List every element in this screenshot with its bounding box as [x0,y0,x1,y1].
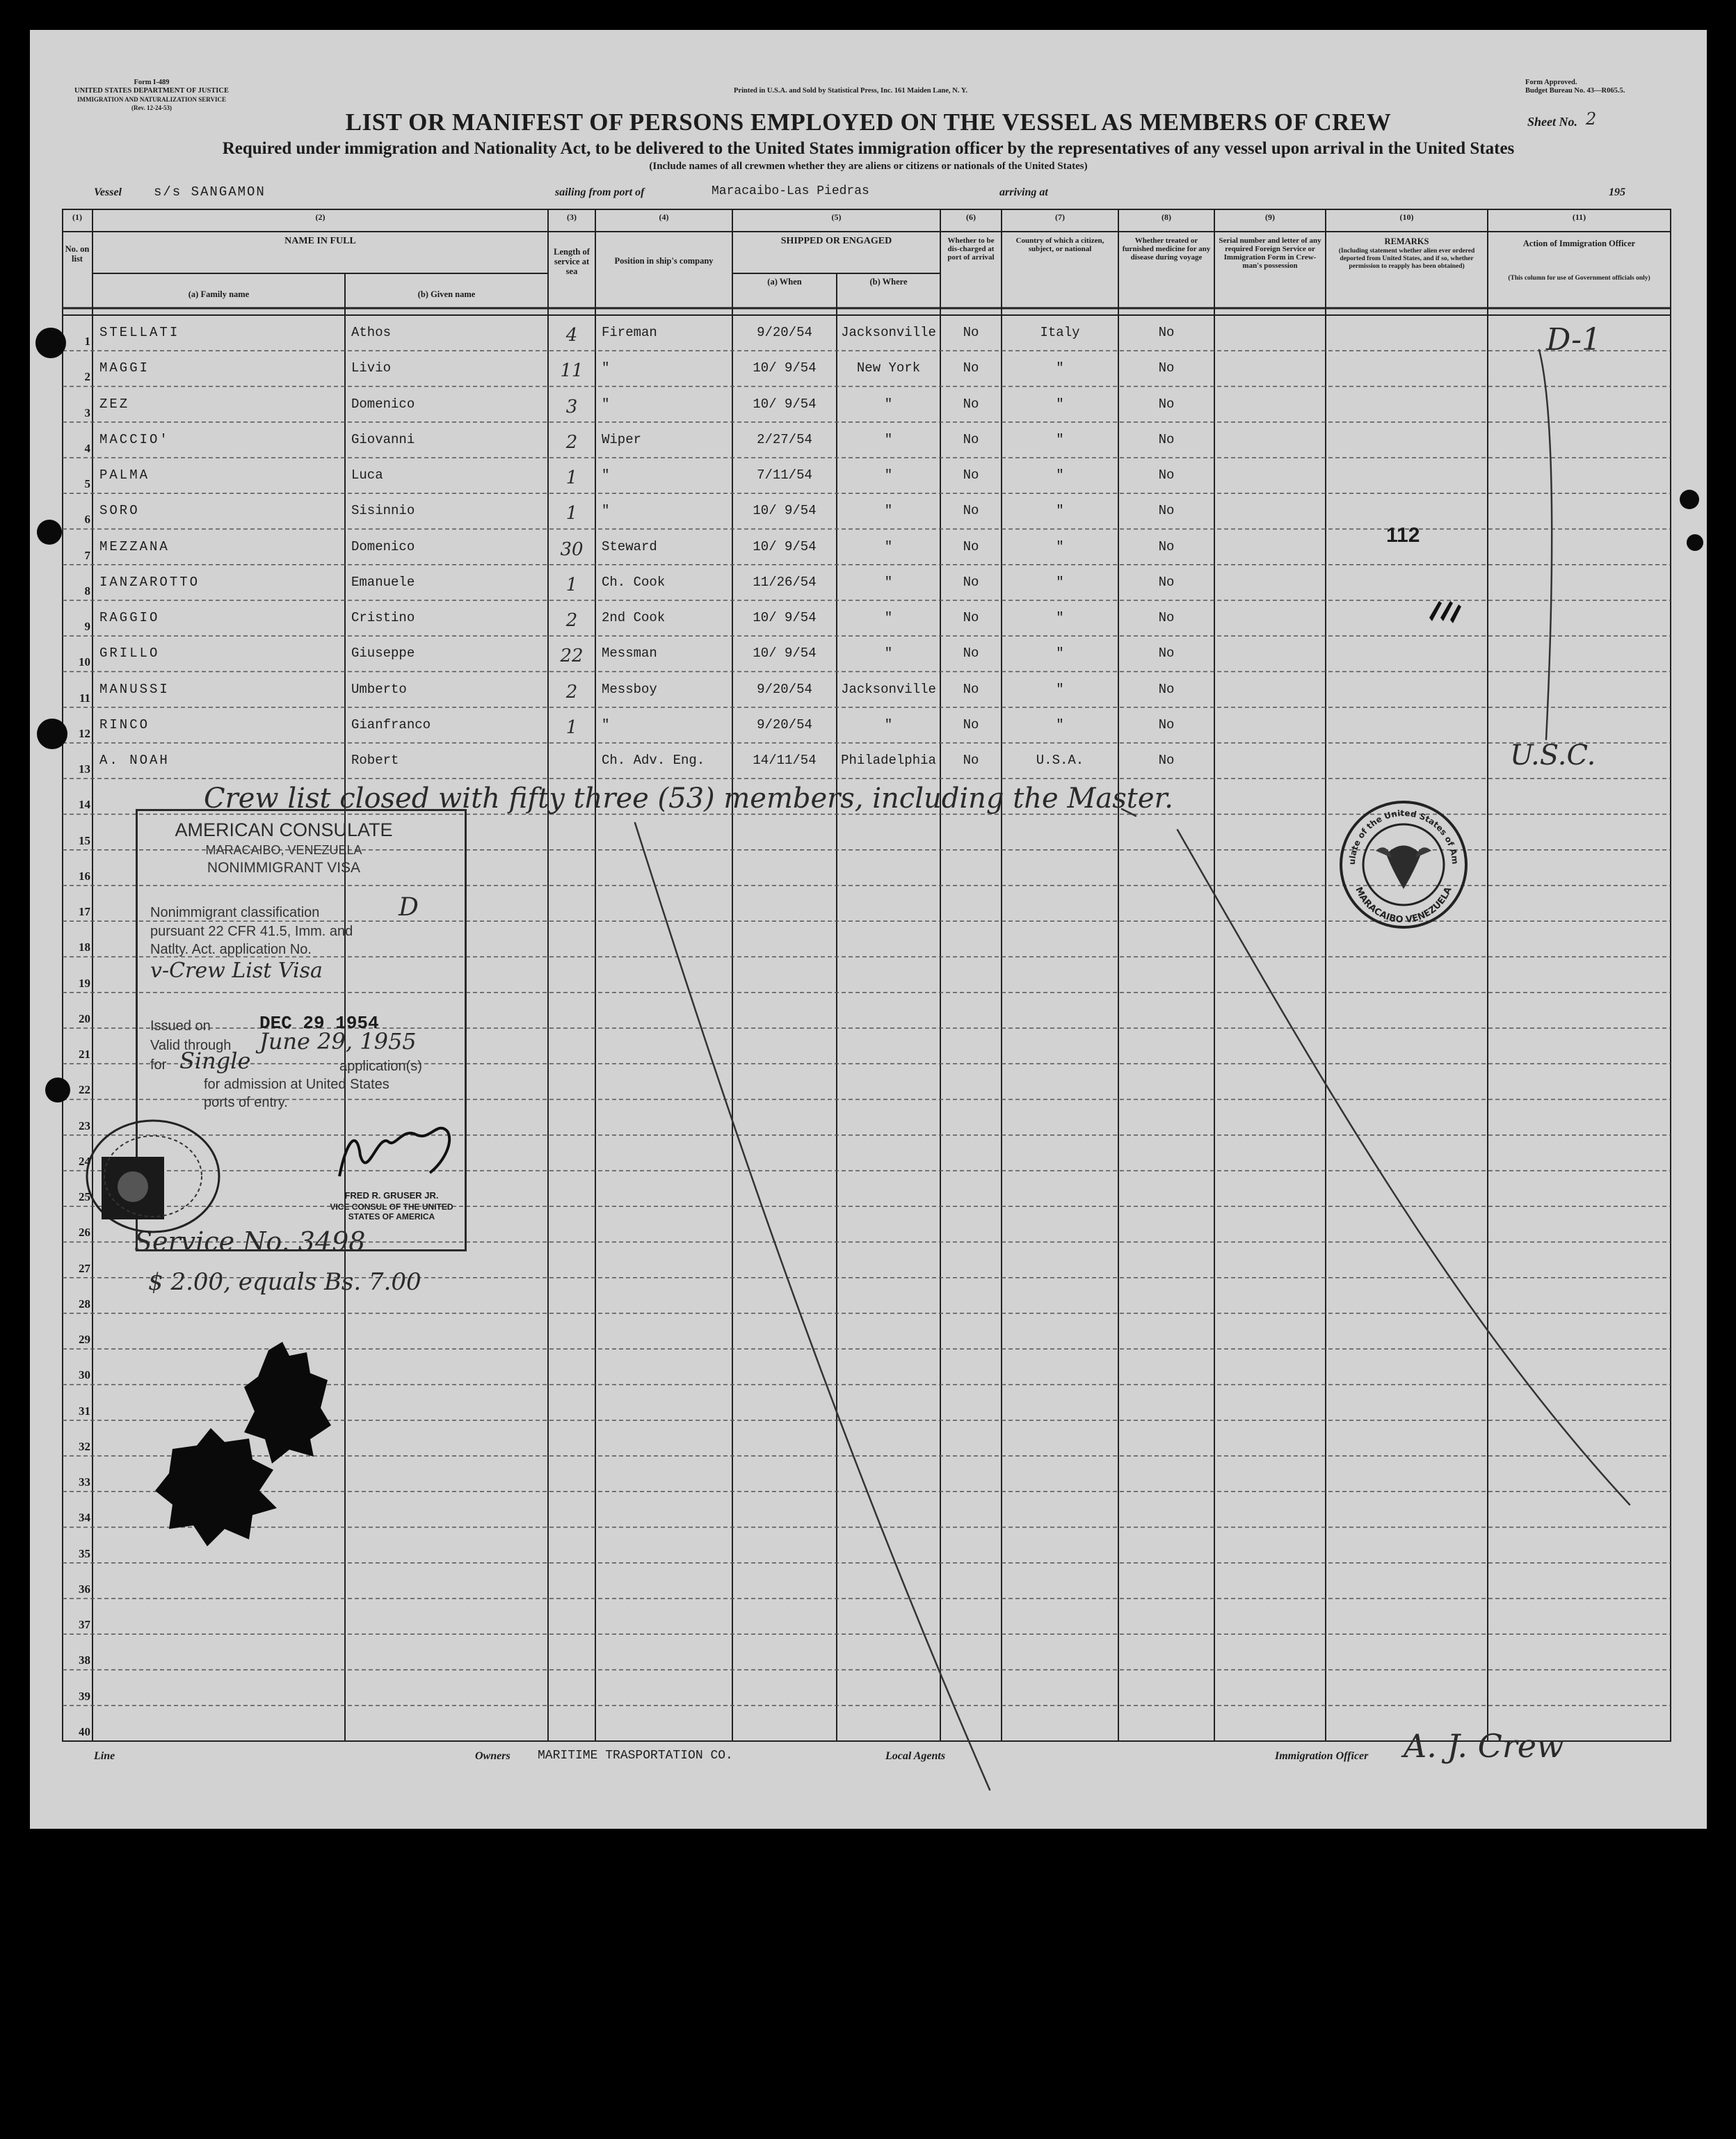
cell-when: 9/20/54 [757,681,812,697]
cell-when: 10/ 9/54 [753,503,817,519]
row-number: 1 [84,335,90,348]
cell-position: Steward [602,538,657,554]
cell-disch: No [963,716,979,732]
cell-length: 1 [565,467,578,488]
row-number: 32 [79,1439,90,1453]
cell-med: No [1158,610,1175,625]
cell-family: STELLATI [99,325,180,340]
row-number: 30 [79,1368,90,1382]
budget-bureau: Budget Bureau No. 43—R065.5. [1525,87,1625,95]
row-number: 4 [84,441,90,455]
col-num-8: (8) [1162,212,1171,222]
row-number: 5 [84,477,90,490]
header-where: (b) Where [869,277,908,287]
header-shipped: SHIPPED OR ENGAGED [780,236,892,246]
cell-where: Jacksonville [841,681,936,697]
ditto-bracket-line [1539,350,1552,739]
cell-given: Giovanni [351,431,415,447]
cell-given: Emanuele [351,574,415,590]
row-number: 11 [79,691,90,705]
cell-family: SORO [99,503,140,519]
header-discharged: Whether to be dis-charged at port of arrival [947,237,995,262]
cell-med: No [1158,753,1175,768]
cell-given: Robert [351,753,399,768]
cell-country: " [1056,681,1064,697]
row-number: 6 [84,513,90,527]
row-number: 20 [79,1011,90,1025]
cell-med: No [1158,538,1175,554]
cell-where: " [884,646,893,662]
sailing-port: Maracaibo-Las Piedras [712,184,869,198]
cell-country: " [1056,431,1064,447]
cell-length: 22 [560,646,584,667]
stamp-application-value: v-Crew List Visa [150,959,323,983]
cell-where: " [884,610,893,625]
row-number: 28 [79,1297,90,1311]
cell-when: 11/26/54 [753,574,817,590]
footer-owners-label: Owners [475,1750,511,1762]
row-number: 27 [79,1261,90,1275]
cell-position: 2nd Cook [602,610,666,625]
cell-given: Umberto [351,681,407,697]
cell-disch: No [963,467,979,483]
row-number: 26 [79,1226,90,1240]
stamp-pursuant: pursuant 22 CFR 41.5, Imm. and [150,924,353,939]
cell-length: 1 [565,574,578,595]
cell-length: 2 [565,610,578,631]
sailing-label: sailing from port of [555,186,645,198]
col-num-4: (4) [659,212,669,222]
cell-disch: No [963,753,979,768]
cell-family: MAGGI [99,360,150,376]
stamp-classification-label: Nonimmigrant classification [150,905,320,920]
row-number: 2 [84,370,90,384]
strike-line-right [1178,830,1630,1505]
cell-when: 9/20/54 [757,716,812,732]
col-num-11: (11) [1572,212,1586,222]
stamp-ports: ports of entry. [204,1095,288,1110]
action-d1-note: D-1 [1546,322,1601,358]
cell-country: " [1056,610,1064,625]
cell-position: " [602,467,610,483]
service-number-note: Service No. 3498 [134,1226,366,1257]
service-name: IMMIGRATION AND NATURALIZATION SERVICE [77,96,226,103]
cell-family: RINCO [99,716,150,732]
col-num-6: (6) [966,212,976,222]
row-number: 9 [84,620,90,633]
action-usc-note: U.S.C. [1510,739,1596,771]
cell-when: 14/11/54 [753,753,817,768]
header-remarks: REMARKS [1384,237,1429,246]
footer-agents-label: Local Agents [885,1750,946,1762]
stamp-valid-date: June 29, 1955 [259,1028,417,1055]
cell-when: 10/ 9/54 [753,538,817,554]
manifest-title: LIST OR MANIFEST OF PERSONS EMPLOYED ON THE VESSEL AS MEMBERS OF CREW [345,109,1392,136]
cell-when: 10/ 9/54 [753,396,817,412]
cell-med: No [1158,574,1175,590]
row-number: 31 [79,1404,90,1418]
row-number: 15 [79,833,90,847]
cell-country: " [1056,646,1064,662]
cell-disch: No [963,610,979,625]
cell-length: 2 [565,681,578,703]
row-number: 34 [79,1511,90,1525]
cell-med: No [1158,681,1175,697]
cell-med: No [1158,503,1175,519]
row-number: 36 [79,1582,90,1596]
header-no-on-list: No. on list [65,244,90,264]
cell-disch: No [963,538,979,554]
cell-med: No [1158,467,1175,483]
cell-given: Luca [351,467,383,483]
row-number: 38 [79,1653,90,1667]
cell-when: 10/ 9/54 [753,646,817,662]
stamp-city: MARACAIBO, VENEZUELA [205,843,362,857]
cell-disch: No [963,396,979,412]
cell-med: No [1158,360,1175,376]
cell-length: 1 [565,716,578,738]
header-serial: Serial number and letter of any required Foreign Service or Immigration Form in Crew-man's possession [1219,237,1321,270]
cell-given: Gianfranco [351,716,431,732]
cell-family: IANZAROTTO [99,574,200,590]
header-length: Length of service at sea [554,247,590,276]
stamp-issued-date: DEC 29 1954 [259,1013,379,1034]
stamp-for-label: for [150,1057,167,1073]
arriving-label: arriving at [999,186,1048,198]
vessel-label: Vessel [94,186,122,198]
cell-disch: No [963,431,979,447]
cell-where: " [884,574,893,590]
cell-med: No [1158,646,1175,662]
cell-position: Messman [602,646,657,662]
cell-position: Ch. Adv. Eng. [602,753,705,768]
cell-family: MANUSSI [99,681,170,697]
manifest-sheet [30,30,1707,1829]
cell-where: " [884,467,893,483]
cell-family: MACCIO' [99,431,170,447]
header-family-name: (a) Family name [188,289,250,299]
cell-when: 2/27/54 [757,431,812,447]
cell-family: PALMA [99,467,150,483]
cell-length: 4 [565,325,578,346]
row-number: 18 [79,940,90,954]
row-number: 33 [79,1475,90,1489]
cell-given: Cristino [351,610,415,625]
cell-when: 9/20/54 [757,325,812,340]
vessel-name: s/s SANGAMON [154,184,266,200]
col-num-5: (5) [831,212,842,222]
cell-med: No [1158,716,1175,732]
cell-length: 30 [560,538,584,560]
row-number: 37 [79,1618,90,1631]
cell-given: Domenico [351,538,415,554]
agency-name: UNITED STATES DEPARTMENT OF JUSTICE [74,87,229,95]
cell-where: " [884,538,893,554]
stamp-signer: FRED R. GRUSER JR. [344,1190,439,1201]
stamp-applications: application(s) [339,1059,422,1074]
cell-family: ZEZ [99,396,130,412]
cell-given: Livio [351,360,392,376]
cell-given: Athos [351,325,392,340]
stamp-valid-label: Valid through [150,1038,232,1053]
row-number: 22 [79,1083,90,1097]
cell-position: " [602,396,610,412]
cell-where: " [884,503,893,519]
cell-given: Domenico [351,396,415,412]
header-position: Position in ship's company [614,256,714,266]
cell-length: 3 [565,396,578,417]
form-number: Form I-489 [134,79,170,86]
row-number: 16 [79,869,90,883]
col-num-9: (9) [1265,212,1275,222]
col-num-3: (3) [567,212,577,222]
header-remarks-note: (Including statement whether alien ever ordered deported from United States, and if so, whether permission to reapply has been obtained) [1338,248,1475,270]
seal-text-bottom: MARACAIBO VENEZUELA [1353,886,1454,926]
col-num-7: (7) [1055,212,1065,222]
cell-disch: No [963,681,979,697]
cell-where: Jacksonville [841,325,936,340]
row-number: 14 [79,798,90,812]
cell-disch: No [963,503,979,519]
col-num-2: (2) [315,212,326,222]
cell-where: Philadelphia [841,753,936,768]
crew-closing-note: Crew list closed with fifty three (53) members, including the Master. [204,783,1173,815]
cell-family: GRILLO [99,646,160,662]
header-name-in-full: NAME IN FULL [284,236,356,246]
header-medicine: Whether treated or furnished medicine for any disease during voyage [1122,237,1211,262]
remarks-112: 112 [1386,524,1420,547]
cell-country: " [1056,467,1064,483]
cell-position: Wiper [602,431,642,447]
footer-owners-value: MARITIME TRASPORTATION CO. [538,1749,733,1763]
cell-position: Ch. Cook [602,574,666,590]
cell-position: " [602,503,610,519]
printer-line: Printed in U.S.A. and Sold by Statistical Press, Inc. 161 Maiden Lane, N. Y. [734,87,967,95]
revenue-stamp [75,1115,232,1237]
cell-disch: No [963,325,979,340]
header-given-name: (b) Given name [417,289,476,299]
footer-line-label: Line [94,1750,115,1762]
header-country: Country of which a citizen, subject, or national [1015,237,1104,253]
row-number: 3 [84,406,90,419]
row-number: 29 [79,1333,90,1346]
cell-country: U.S.A. [1036,753,1084,768]
cell-where: New York [856,360,921,376]
stamp-signer-title: VICE CONSUL OF THE UNITED STATES OF AMERICA [330,1202,453,1221]
cell-position: Messboy [602,681,657,697]
cell-given: Giuseppe [351,646,415,662]
stamp-visa: NONIMMIGRANT VISA [207,860,361,876]
cell-country: " [1056,503,1064,519]
cell-when: 10/ 9/54 [753,360,817,376]
cell-country: " [1056,574,1064,590]
cell-disch: No [963,360,979,376]
row-number: 24 [79,1154,90,1168]
cell-length: 1 [565,503,578,524]
cell-family: A. NOAH [99,753,170,768]
cell-length: 2 [565,431,578,453]
ink-check-marks [1429,601,1461,623]
year-label: 195 [1609,186,1625,198]
col-num-1: (1) [72,212,82,222]
row-number: 19 [79,976,90,990]
strike-line-left [635,823,990,1790]
row-number: 7 [84,548,90,562]
row-number: 8 [84,584,90,598]
stamp-issued-label: Issued on [150,1018,211,1034]
cell-med: No [1158,325,1175,340]
sheet-label: Sheet No. [1527,115,1577,129]
stamp-title: AMERICAN CONSULATE [175,819,393,840]
stamp-admission: for admission at United States [204,1077,389,1092]
sheet-number: 2 [1586,109,1597,129]
row-number: 35 [79,1546,90,1560]
cell-disch: No [963,574,979,590]
row-number: 25 [79,1190,90,1203]
row-number: 23 [79,1119,90,1132]
cell-med: No [1158,396,1175,412]
cell-position: " [602,716,610,732]
form-approved: Form Approved. [1525,79,1577,86]
cell-country: " [1056,396,1064,412]
cell-country: " [1056,360,1064,376]
cell-country: Italy [1040,325,1080,340]
row-number: 12 [79,726,90,740]
form-revision: (Rev. 12-24-53) [131,104,172,111]
row-number: 13 [79,762,90,776]
row-number: 40 [79,1724,90,1738]
cell-when: 7/11/54 [757,467,812,483]
cell-disch: No [963,646,979,662]
cell-when: 10/ 9/54 [753,610,817,625]
row-number: 17 [79,905,90,918]
include-note: (Include names of all crewmen whether they are aliens or citizens or nationals of the United States) [649,161,1088,172]
consul-signature [326,1114,465,1190]
row-number: 21 [79,1048,90,1061]
footer-officer-signature: A. J. Crew [1404,1727,1564,1765]
consulate-seal [1337,799,1470,931]
header-when: (a) When [767,277,802,287]
cell-country: " [1056,538,1064,554]
cell-med: No [1158,431,1175,447]
required-statement: Required under immigration and Nationality Act, to be delivered to the United States immigration officer by the representatives of any vessel upon arrival in the United States [222,139,1515,158]
cell-given: Sisinnio [351,503,415,519]
stamp-natlty: Natlty. Act. application No. [150,942,312,957]
cell-position: Fireman [602,325,657,340]
header-action-note: (This column for use of Government officials only) [1508,275,1650,282]
stamp-classification-value: D [399,893,419,922]
col-num-10: (10) [1399,212,1414,222]
row-number: 10 [79,655,90,669]
cell-family: RAGGIO [99,610,160,625]
footer-officer-label: Immigration Officer [1275,1750,1369,1762]
cell-family: MEZZANA [99,538,170,554]
stamp-for-value: Single [179,1048,251,1074]
cell-where: " [884,716,893,732]
cell-position: " [602,360,610,376]
cell-country: " [1056,716,1064,732]
seal-text-top: ulate of the United States of Am [1347,808,1461,865]
row-number: 39 [79,1689,90,1703]
cell-where: " [884,396,893,412]
header-action: Action of Immigration Officer [1522,239,1636,248]
cell-length: 11 [560,360,584,382]
fee-note: $ 2.00, equals Bs. 7.00 [148,1268,421,1296]
cell-where: " [884,431,893,447]
